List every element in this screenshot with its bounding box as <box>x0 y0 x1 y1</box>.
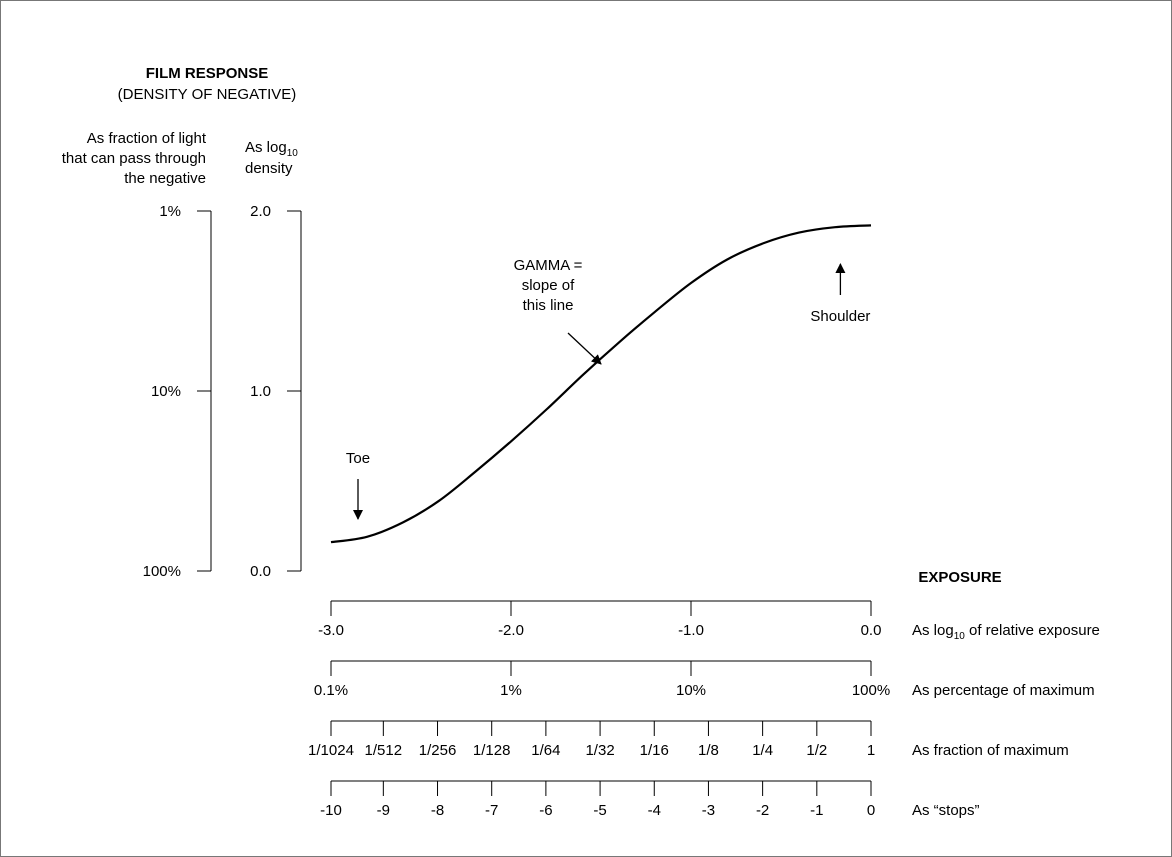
x-axis-4-label: As “stops” <box>912 802 980 819</box>
x-axis-title: EXPOSURE <box>918 569 1002 586</box>
x-axis-3-tick-label: 1/64 <box>531 742 561 759</box>
x-axis-3-tick-label: 1/512 <box>364 742 403 759</box>
x-axis-4-tick-label: 0 <box>866 802 876 819</box>
annotation-toe-text: Toe <box>345 450 371 467</box>
annotation-gamma-text: GAMMA = <box>513 257 583 274</box>
x-axis-3-tick-label: 1/32 <box>585 742 615 759</box>
x-axis-1-tick-label: 0.0 <box>860 622 882 639</box>
y-axis-2-tick-label: 2.0 <box>250 203 271 220</box>
y-axis-1-tick-label: 10% <box>150 383 181 400</box>
y-axis-2-tick-label: 0.0 <box>250 563 271 580</box>
annotation-gamma-text: slope of <box>521 277 575 294</box>
y-axis-2-tick-label: 1.0 <box>250 383 271 400</box>
x-axis-3-tick-label: 1/128 <box>472 742 511 759</box>
x-axis-4-tick-label: -6 <box>539 802 553 819</box>
chart-title: FILM RESPONSE <box>145 65 269 82</box>
x-axis-4-tick-label: -2 <box>755 802 770 819</box>
x-axis-3-tick-label: 1/4 <box>752 742 774 759</box>
x-axis-4-tick-label: -4 <box>647 802 661 819</box>
annotation-shoulder-text: Shoulder <box>810 308 871 325</box>
figure-border <box>1 1 1172 857</box>
y-axis-2-label: As $\log_{10}$ <box>245 139 298 159</box>
x-axis-1-tick-label: -1.0 <box>678 622 704 639</box>
y-axis-1-tick-label: 1% <box>159 203 181 220</box>
x-axis-1-tick-label: -3.0 <box>318 622 344 639</box>
x-axis-3-tick-label: 1 <box>866 742 876 759</box>
x-axis-3-tick-label: 1/1024 <box>308 742 354 759</box>
y-axis-2-label-line2: density <box>245 160 293 177</box>
y-axis-1-label-line: that can pass through <box>61 150 206 167</box>
x-axis-4-tick-label: -7 <box>485 802 499 819</box>
x-axis-4-tick-label: -1 <box>810 802 824 819</box>
annotation-gamma-text: this line <box>522 297 574 314</box>
x-axis-3-tick-label: 1/8 <box>698 742 719 759</box>
x-axis-2-tick-label: 10% <box>675 682 707 699</box>
x-axis-3-tick-label: 1/16 <box>639 742 669 759</box>
x-axis-2-tick-label: 1% <box>500 682 522 699</box>
x-axis-2-label: As percentage of maximum <box>912 682 1095 699</box>
x-axis-3-tick-label: 1/256 <box>418 742 457 759</box>
x-axis-1-tick-label: -2.0 <box>498 622 524 639</box>
x-axis-1-label: As $\log_{10}$ of relative exposure <box>912 622 1100 642</box>
x-axis-3-tick-label: 1/2 <box>806 742 828 759</box>
x-axis-4-tick-label: -10 <box>320 802 342 819</box>
x-axis-3-label: As fraction of maximum <box>912 742 1069 759</box>
x-axis-4-tick-label: -3 <box>701 802 716 819</box>
x-axis-2-tick-label: 0.1% <box>313 682 349 699</box>
y-axis-1-tick-label: 100% <box>142 563 181 580</box>
x-axis-4-tick-label: -9 <box>376 802 390 819</box>
x-axis-4-tick-label: -5 <box>593 802 607 819</box>
y-axis-1-label-line: the negative <box>124 170 206 187</box>
y-axis-1-label-line: As fraction of light <box>86 130 206 147</box>
chart-subtitle: (DENSITY OF NEGATIVE) <box>117 86 297 103</box>
x-axis-4-tick-label: -8 <box>430 802 445 819</box>
x-axis-2-tick-label: 100% <box>851 682 891 699</box>
